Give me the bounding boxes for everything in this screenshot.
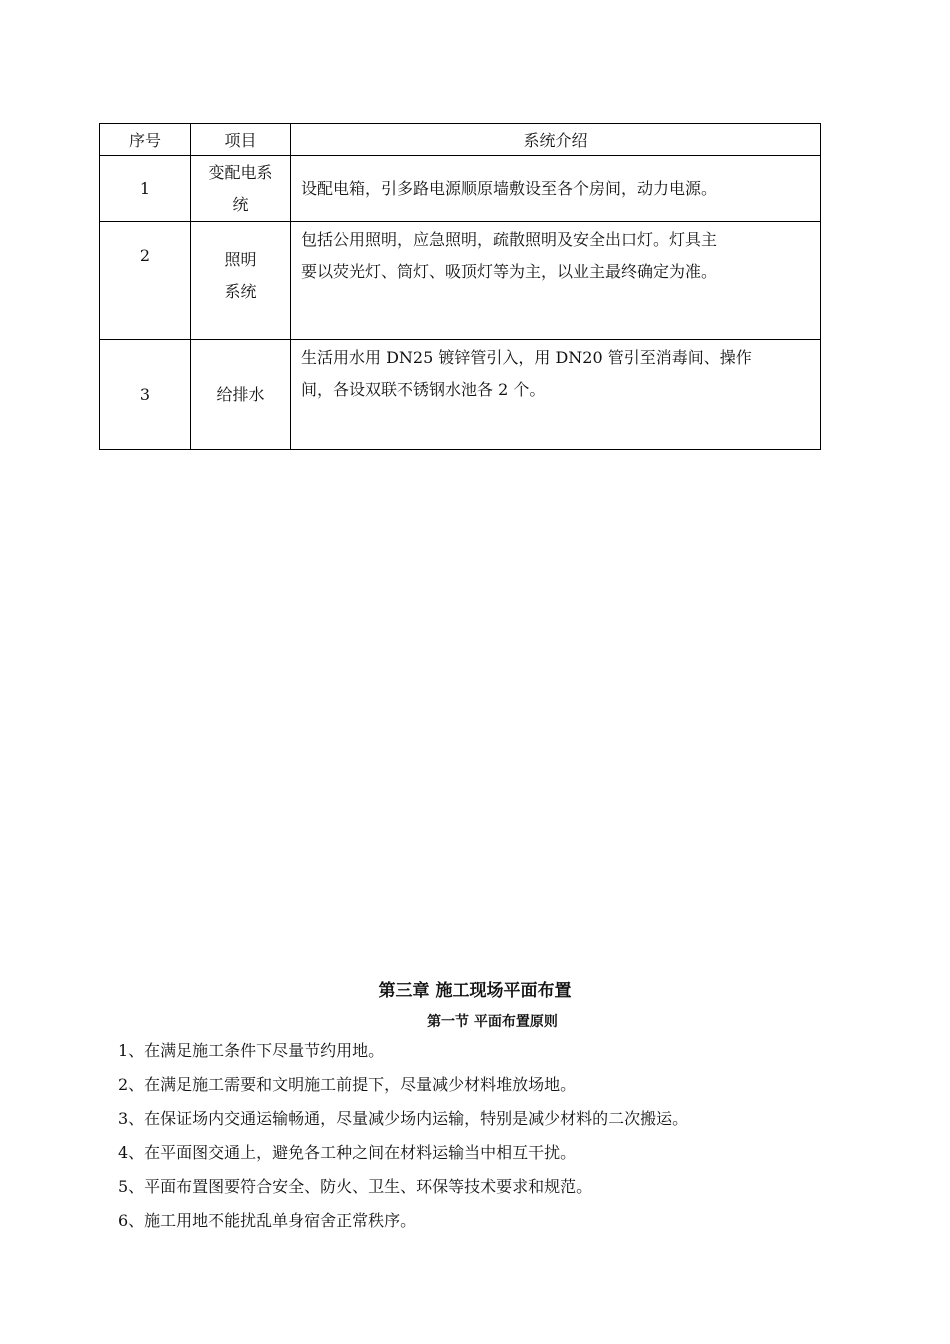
row-item-line: 系统 bbox=[224, 282, 257, 301]
chapter-title: 第三章 施工现场平面布置 bbox=[378, 981, 572, 1001]
row-item bbox=[191, 222, 291, 340]
table-row bbox=[100, 156, 821, 222]
row-item bbox=[191, 156, 291, 222]
list-item: 4、在平面图交通上，避免各工种之间在材料运输当中相互干扰。 bbox=[118, 1143, 577, 1162]
row-no: 2 bbox=[100, 222, 191, 340]
table-header-row bbox=[100, 124, 821, 156]
list-item: 2、在满足施工需要和文明施工前提下，尽量减少材料堆放场地。 bbox=[118, 1075, 577, 1094]
row-no: 1 bbox=[100, 156, 191, 222]
row-desc bbox=[291, 222, 821, 340]
table-row bbox=[100, 222, 821, 340]
system-table bbox=[99, 123, 821, 450]
row-item-line: 照明 bbox=[224, 250, 257, 269]
table-row bbox=[100, 340, 821, 450]
list-item: 3、在保证场内交通运输畅通，尽量减少场内运输，特别是减少材料的二次搬运。 bbox=[118, 1109, 689, 1128]
row-desc-line: 包括公用照明，应急照明，疏散照明及安全出口灯。灯具主 bbox=[301, 230, 718, 249]
row-item-line: 统 bbox=[232, 194, 249, 214]
row-no: 3 bbox=[100, 340, 191, 450]
list-item: 5、平面布置图要符合安全、防火、卫生、环保等技术要求和规范。 bbox=[118, 1177, 593, 1196]
list-item: 1、在满足施工条件下尽量节约用地。 bbox=[118, 1041, 385, 1060]
row-desc-line: 间，各设双联不锈钢水池各 2 个。 bbox=[301, 380, 546, 399]
list-item: 6、施工用地不能扰乱单身宿舍正常秩序。 bbox=[118, 1211, 417, 1230]
principles-list bbox=[118, 1038, 688, 1242]
row-item: 给排水 bbox=[191, 340, 291, 450]
section-title: 第一节 平面布置原则 bbox=[427, 1014, 558, 1030]
row-desc: 设配电箱，引多路电源顺原墙敷设至各个房间，动力电源。 bbox=[291, 156, 821, 222]
header-item: 项目 bbox=[191, 124, 291, 156]
header-no: 序号 bbox=[100, 124, 191, 156]
header-desc: 系统介绍 bbox=[291, 124, 821, 156]
row-desc-line: 生活用水用 DN25 镀锌管引入，用 DN20 管引至消毒间、操作 bbox=[301, 348, 752, 367]
row-desc bbox=[291, 340, 821, 450]
row-item-line: 变配电系 bbox=[208, 162, 273, 182]
row-desc-line: 要以荧光灯、筒灯、吸顶灯等为主，以业主最终确定为准。 bbox=[301, 262, 718, 281]
